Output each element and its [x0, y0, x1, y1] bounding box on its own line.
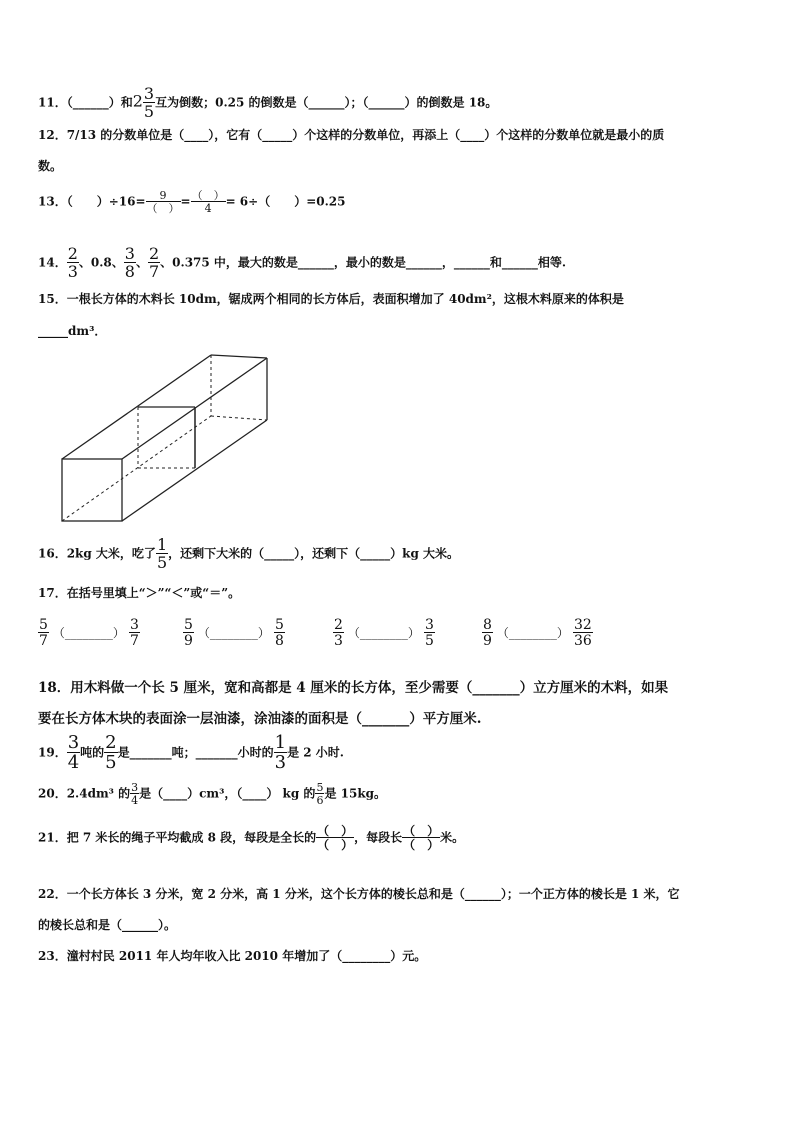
blank[interactable]: （________）: [496, 625, 569, 640]
question-16: 16．2kg 大米，吃了 $\frac{1}{5}$ ，还剩下大米的（_____），还剩下（_____）kg 大米。: [38, 535, 460, 572]
compare-item: $\frac{2}{3}$ （________） $\frac{3}{5}$: [334, 617, 434, 649]
fraction: $\frac{3}{4}$: [131, 781, 139, 807]
cuboid-diagram: [55, 350, 275, 525]
question-15-line2: _____dm³．: [38, 324, 107, 338]
question-12-line1: 12．7/13 的分数单位是（____），它有（_____）个这样的分数单位，再添上（____）个这样的分数单位就是最小的质: [38, 128, 665, 142]
fraction: $\frac{( )}{4}$: [191, 189, 225, 215]
compare-item: $\frac{5}{7}$ （________） $\frac{3}{7}$: [39, 617, 139, 649]
compare-item: $\frac{5}{9}$ （________） $\frac{5}{8}$: [184, 617, 284, 649]
fraction: $\frac{1}{5}$: [156, 535, 168, 572]
question-17: 17．在括号里填上“＞”“＜”或“＝”。: [38, 586, 241, 600]
question-22-line2: 的棱长总和是（______）。: [38, 918, 177, 932]
fraction: $\frac{3}{4}$: [67, 732, 80, 773]
blank[interactable]: （________）: [347, 625, 420, 640]
question-19: 19． $\frac{3}{4}$ 吨的 $\frac{2}{5}$ 是_______吨；_______小时的 $\frac{1}{3}$ 是 2 小时.: [38, 732, 344, 773]
question-14: 14． $\frac{2}{3}$ 、0.8、 $\frac{3}{8}$ 、 $\frac{2}{7}$ 、0.375 中，最大的数是______，最小的数是______，______和______相等.: [38, 244, 567, 281]
blank[interactable]: （______）: [66, 95, 121, 110]
fraction: $\frac{2}{5}$: [105, 732, 117, 773]
question-22-line1: 22．一个长方体长 3 分米，宽 2 分米，高 1 分米，这个长方体的棱长总和是（______）；一个正方体的棱长是 1 米，它: [38, 887, 680, 901]
fraction: $\frac{2}{7}$: [148, 244, 160, 281]
question-18-line2: 要在长方体木块的表面涂一层油漆，涂油漆的面积是（_______）平方厘米.: [38, 711, 482, 727]
answer-fraction[interactable]: $\frac{( )}{( )}$: [317, 824, 354, 852]
compare-item: $\frac{8}{9}$ （________） $\frac{32}{36}$: [483, 617, 592, 649]
question-13: 13．（ ）÷16= $\frac{9}{( )}$ = $\frac{( )}{4}$ = 6÷（ ）=0.25: [38, 189, 346, 215]
question-12-line2: 数。: [38, 159, 63, 173]
question-23: 23．潼村村民 2011 年人均年收入比 2010 年增加了（________）元。: [38, 949, 427, 963]
question-15-line1: 15．一根长方体的木料长 10dm，锯成两个相同的长方体后，表面积增加了 40dm²，这根木料原来的体积是: [38, 292, 624, 306]
question-11: 11．（______）和2 $\frac{3}{5}$ 互为倒数；0.25 的倒数是（______）；（______）的倒数是 18。: [38, 84, 498, 121]
fraction: $\frac{3}{8}$: [124, 244, 135, 281]
fraction: $\frac{5}{6}$: [316, 781, 324, 807]
blank[interactable]: （________）: [197, 625, 270, 640]
question-20: 20．2.4dm³ 的 $\frac{3}{4}$ 是（____）cm³，（____） kg 的 $\frac{5}{6}$ 是 15kg。: [38, 781, 387, 807]
mixed-fraction: $\frac{3}{5}$: [143, 84, 155, 121]
question-18-line1: 18．用木料做一个长 5 厘米，宽和高都是 4 厘米的长方体，至少需要（_______）立方厘米的木料，如果: [38, 680, 669, 696]
question-21: 21．把 7 米长的绳子平均截成 8 段，每段是全长的 $\frac{( )}{( )}$ ，每段长 $\frac{( )}{( )}$ 米。: [38, 824, 465, 852]
fraction: $\frac{2}{3}$: [67, 244, 78, 281]
blank[interactable]: （________）: [52, 625, 125, 640]
fraction: $\frac{9}{( )}$: [146, 189, 180, 215]
answer-fraction[interactable]: $\frac{( )}{( )}$: [403, 824, 440, 852]
fraction: $\frac{1}{3}$: [274, 732, 287, 773]
